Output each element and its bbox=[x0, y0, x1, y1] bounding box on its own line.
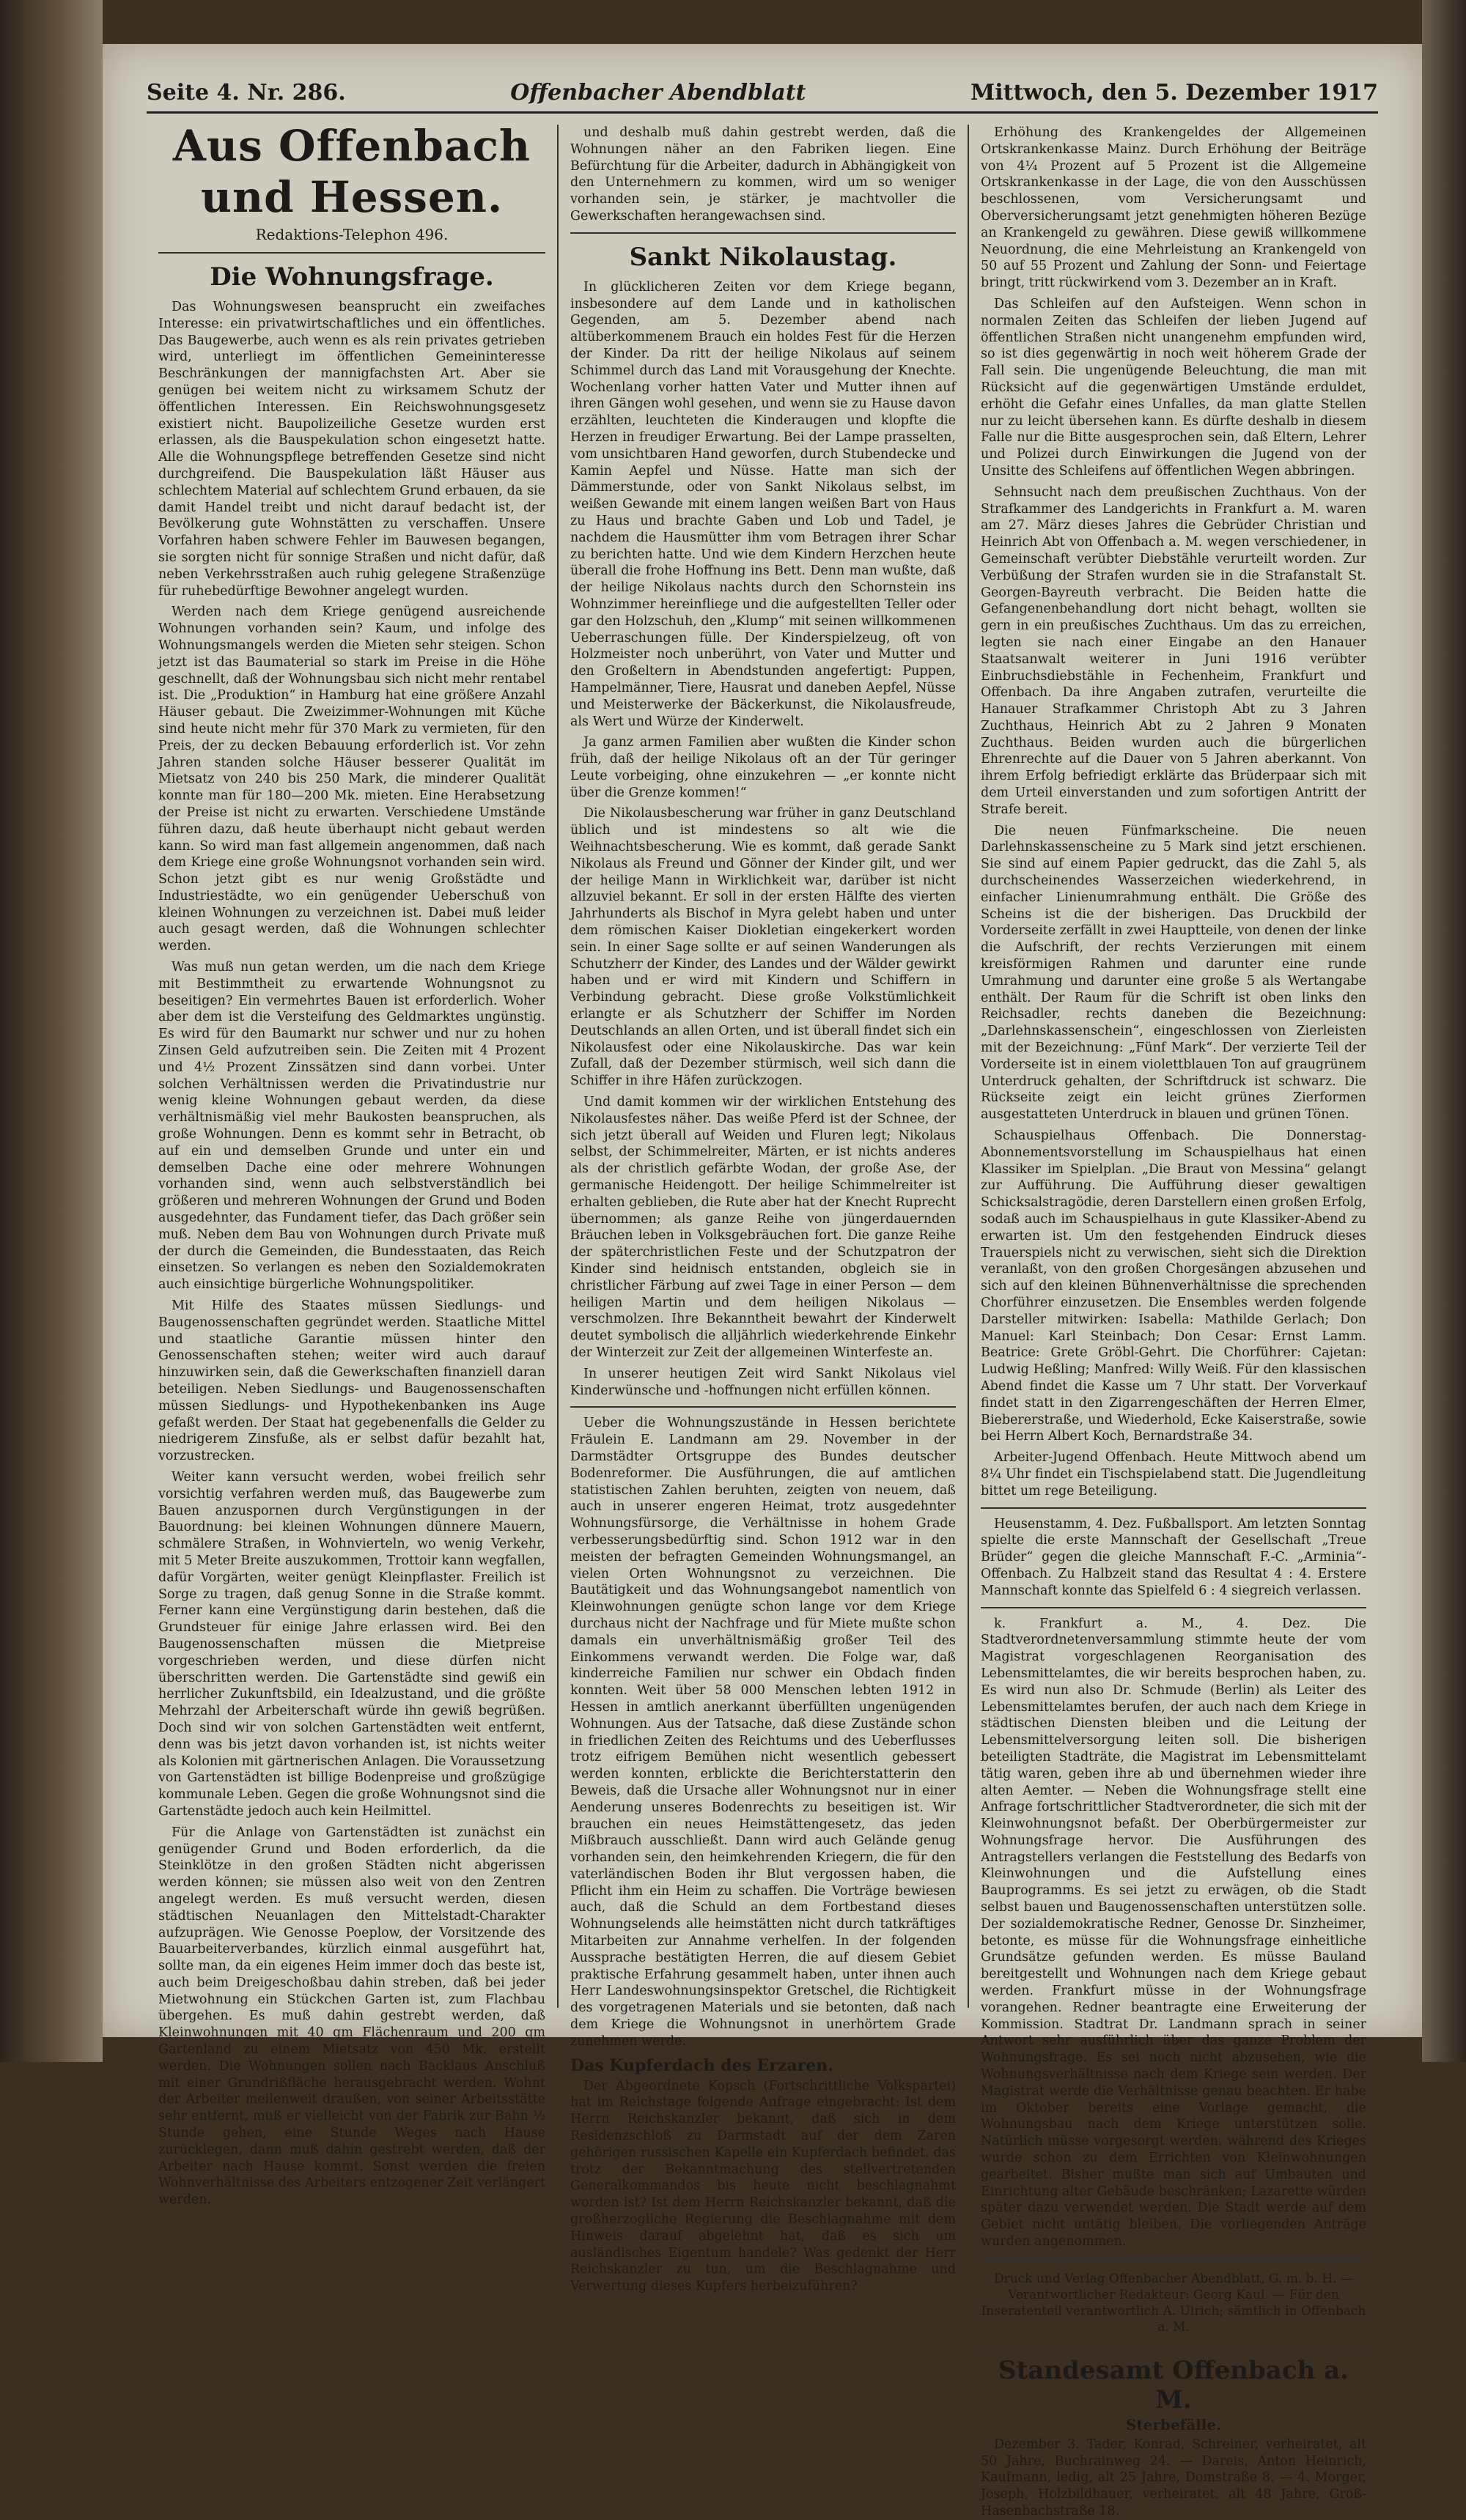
paragraph: Die neuen Fünfmarkscheine. Die neuen Darlehnskassenscheine zu 5 Mark sind jetzt erschienen. Sie sind auf einem Papier gedruckt, das die Zahl 5, als durchscheinendes Wasserzeichen wiederkehrend, in einfacher Linienumrahmung enthält. Die Größe des Scheins ist die der bisherigen. Das Druckbild der Vorderseite zerfällt in zwei Hauptteile, von denen der linke die Aufschrift, der rechts Verzierungen mit einem kreisförmigen Rahmen und darunter eine runde Umrahmung und darunter eine große 5 als Wertangabe enthält. Der Raum für die Schrift ist oben links den Reichsadler, rechts daneben die Bezeichnung: „Darlehnskassenschein“, eingeschlossen von Zierleisten mit der Bezeichnung: „Fünf Mark“. Der verzierte Teil der Vorderseite ist in einem violettblauen Ton auf graugrünem Unterdruck gehalten, der Schriftdruck ist schwarz. Die Rückseite zeigt ein leicht grünes Zierformen ausgestatteten Unterdruck in blauen und grünen Tönen. bbox=[981, 823, 1366, 1123]
page-edge bbox=[1422, 0, 1466, 2062]
paragraph: Weiter kann versucht werden, wobei freilich sehr vorsichtig verfahren werden muß, das Baugewerbe zum Bauen anzuspornen durch Vergünstigungen in der Bauordnung: bei kleinen Wohnungen dünnere Mauern, schmälere Straßen, in Wohnvierteln, wo wenig Verkehr, mit 5 Meter Breite auszukommen, Trottoir kann wegfallen, dafür Vorgärten, weiter genügt Kleinpflaster. Freilich ist Sorge zu tragen, daß genug Sonne in die Straße kommt. Ferner kann eine Vergünstigung darin bestehen, daß die Grundsteuer für einige Jahre erlassen wird. Bei den Baugenossenschaften müssen die Mietpreise vorgeschrieben werden, und diese dürfen nicht überschritten werden. Die Gartenstädte sind gewiß ein herrlicher Zukunftsbild, ein Idealzustand, und die größte Mehrzahl der Arbeiterschaft würde ihn gewiß begrüßen. Doch sind wir von solchen Gartenstädten weit entfernt, denn was bis jetzt davon vorhanden ist, ist nichts weiter als Kolonien mit gärtnerischen Anlagen. Die Voraussetzung von Gartenstädten ist billige Bodenpreise und großzügige kommunale Leben. Gegen die große Wohnungsnot sind die Gartenstädte jedoch auch kein Heilmittel. bbox=[158, 1469, 545, 1819]
paragraph: In unserer heutigen Zeit wird Sankt Nikolaus viel Kinderwünsche und -hoffnungen nicht erfüllen können. bbox=[570, 1366, 956, 1398]
headline-kupferdach: Das Kupferdach des Erzaren. bbox=[570, 2055, 833, 2075]
paragraph: Der Abgeordnete Kopsch (Fortschrittliche Volkspartei) hat im Reichstage folgende Anfrage eingebracht: Ist dem Herrn Reichskanzler bekannt, daß sich in dem Residenzschloß zu Darmstadt auf der dem Zaren gehörigen russischen Kapelle ein Kupferdach befindet, das trotz der Bekanntmachung des stellvertretenden Generalkommandos bis heute nicht beschlagnahmt worden ist? Ist dem Herrn Reichskanzler bekannt, daß die großherzogliche Regierung die Beschlagnahme mit dem Hinweis darauf abgelehnt hat, daß es sich um ausländisches Eigentum handele? Was gedenkt der Herr Reichskanzler zu tun, um die Beschlagnahme und Verwertung dieses Kupfers herbeizuführen? bbox=[570, 2078, 956, 2294]
issue-date: Mittwoch, den 5. Dezember 1917 bbox=[970, 79, 1378, 106]
paragraph: Was muß nun getan werden, um die nach dem Kriege mit Bestimmtheit zu erwartende Wohnungsnot zu beseitigen? Ein vermehrtes Bauen ist erforderlich. Woher aber dem ist die Versteifung des Geldmarktes ungünstig. Es wird für den Baumarkt nur schwer und nur zu hohen Zinsen Geld aufzutreiben sein. Die Zeiten mit 4 Prozent und 4½ Prozent Zinssätzen sind dann vorbei. Unter solchen Verhältnissen werden die Privatindustrie nur wenig kleine Wohnungen gebaut werden, da diese verhältnismäßig viel mehr Baukosten beanspruchen, als große Wohnungen. Denn es kommt sehr in Betracht, ob auf ein und demselben Grunde und unter ein und demselben Dache eine oder mehrere Wohnungen vorhanden sind, wenn auch selbstverständlich bei größeren und mehreren Wohnungen der Grund und Boden ausgedehnter, das Fundament tiefer, das Dach größer sein muß. Neben dem Bau von Wohnungen durch Private muß der durch die Gemeinden, die Bundesstaaten, das Reich einsetzen. So verlangen es neben den Sozialdemokraten auch einsichtige bürgerliche Wohnungspolitiker. bbox=[158, 960, 545, 1293]
headline-wohnungsfrage: Die Wohnungsfrage. bbox=[210, 262, 494, 292]
newspaper-page bbox=[103, 44, 1422, 2519]
paragraph: Werden nach dem Kriege genügend ausreichende Wohnungen vorhanden sein? Kaum, und infolge des Wohnungsmangels werden die Mieten sehr steigen. Schon jetzt ist das Baumaterial so stark im Preise in die Höhe geschnellt, daß der Wohnungsbau sich nicht mehr rentabel ist. Die „Produktion“ in Hamburg hat eine größere Anzahl Häuser gebaut. Die Zweizimmer-Wohnungen mit Küche sind heute nicht mehr für 370 Mark zu vermieten, für den Preis, der zu decken Bebauung erforderlich ist. Vor zehn Jahren standen solche Häuser besserer Qualität im Mietsatz von 240 bis 250 Mark, die minderer Qualität konnte man für 180—200 Mk. mieten. Eine Herabsetzung der Preise ist nicht zu erwarten. Verschiedene Umstände führen dazu, daß heute überhaupt nicht gebaut werden kann. So wird man fast allgemein angenommen, daß nach dem Kriege eine große Wohnungsnot vorhanden sein wird. Schon jetzt gibt es nur wenig Großstädte und Industriestädte, wo ein genügender Ueberschuß von kleinen Wohnungen zu verzeichnen ist. Dabei muß leider auch gesagt werden, daß die Wohnungen schlechter werden. bbox=[158, 605, 545, 954]
sterbefaelle-title: Sterbefälle. bbox=[1125, 2415, 1222, 2434]
paragraph: Das Wohnungswesen beansprucht ein zweifaches Interesse: ein privatwirtschaftliches und ein öffentliches. Das Baugewerbe, auch wenn es als rein privates getrieben wird, unterliegt im öffentlichen Gemeininteresse Beschränkungen der mannigfachsten Art. Aber sie genügen bei weitem nicht zu wirksamem Schutz der öffentlichen Interessen. Ein Reichswohnungsgesetz existiert nicht. Baupolizeiliche Gesetze wurden erst erlassen, als die Bauspekulation schon eingesetzt hatte. Alle die Wohnungspflege betreffenden Gesetze sind nicht durchgreifend. Die Bauspekulation läßt Häuser aus schlechtem Material auf schlechtem Grund erbauen, da sie damit Handel treibt und nicht darauf bedacht ist, der Bevölkerung gute Wohnstätten zu verschaffen. Unsere Vorfahren haben schwere Fehler im Bauwesen begangen, sie sorgten nicht für sonnige Straßen und nicht dafür, daß neben Verkehrsstraßen auch ruhig gelegene Straßenzüge für ruhebedürftige Bewohner angelegt wurden. bbox=[158, 300, 545, 599]
paragraph: Heusenstamm, 4. Dez. Fußballsport. Am letzten Sonntag spielte die erste Mannschaft der Gesellschaft „Treue Brüder“ gegen die gleiche Mannschaft F.-C. „Arminia“-Offenbach. Zu Halbzeit stand das Resultat 4 : 4. Erstere Mannschaft konnte das Spielfeld 6 : 4 siegreich verlassen. bbox=[981, 1516, 1366, 1598]
paragraph: In glücklicheren Zeiten vor dem Kriege begann, insbesondere auf dem Lande und in katholischen Gegenden, am 5. Dezember abend nach altüberkommenem Brauch ein holdes Fest für die Herzen der Kinder. Da ritt der heilige Nikolaus auf seinem Schimmel durch das Land mit Vorausgehung der Knechte. Wochenlang vorher hatten Vater und Mutter ihnen auf ihren Gängen wohl gesehen, und wenn sie zu Hause davon erzählten, leuchteten die Kinderaugen und klopfte die Herzen in freudiger Erwartung. Bei der Lampe prasselten, vom unsichtbaren Hand geworfen, durch Stubendecke und Kamin Aepfel und Nüsse. Hatte man sich der Dämmerstunde, oder von Sankt Nikolaus selbst, im weißen Gewande mit einem langen weißen Bart von Haus zu Haus und brachte Gaben und Lob und Tadel, je nachdem die Hausmütter ihm vom Betragen ihrer Schar zu berichten hatte. Und wie dem Kindern Herzchen heute überall die frohe Hoffnung ins Bett. Denn man wußte, daß der heilige Nikolaus nachts durch den Schornstein ins Wohnzimmer hereinfliege und die aufgestellten Teller oder gar den Holzschuh, den „Klump“ mit seinen willkommenen Ueberraschungen fülle. Der Kinderspielzeug, oft von Holzmeister noch unberührt, von Vater und Mutter und den Großeltern in Abendstunden angefertigt: Puppen, Hampelmänner, Tiere, Hausrat und daneben Aepfel, Nüsse und Meisterwerke der Bäckerkunst, die Nikolausfreude, als Wert und Würze der Kinderwelt. bbox=[570, 279, 956, 729]
standesamt-title: Standesamt Offenbach a. M. bbox=[998, 2355, 1349, 2414]
paragraph: Die Nikolausbescherung war früher in ganz Deutschland üblich und ist mindestens so alt wie die Weihnachtsbescherung. Wie es kommt, daß gerade Sankt Nikolaus als Freund und Gönner der Kinder gilt, und wer der heilige Mann in Wirklichkeit war, darüber ist nicht allzuviel bekannt. Er soll in der ersten Hälfte des vierten Jahrhunderts als Bischof in Myra gelebt haben und unter dem römischen Kaiser Diokletian eingekerkert worden sein. In einer Sage sollte er auf seinen Wanderungen als Schutzherr der Kinder, des Landes und der Wälder gewirkt haben und er wird mit Kindern und Schiffern in Verbindung gebracht. Diese große Volkstümlichkeit erlangte er als Schutzherr der Schiffer im Norden Deutschlands an allen Orten, und ist überall findet sich ein Nikolausfest oder eine Nikolauskirche. Das war kein Zufall, daß der Dezember stürmisch, weil sich dann die Schiffer in ihre Häfen zurückzogen. bbox=[570, 806, 956, 1089]
paragraph: Schauspielhaus Offenbach. Die Donnerstag-Abonnementsvorstellung im Schauspielhaus hat einen Klassiker im Spielplan. „Die Braut von Messina“ gelangt zur Aufführung. Die Aufführung dieser gewaltigen Schicksalstragödie, deren Darstellern einen großen Erfolg, sodaß auch im Schauspielhaus in gute Klassiker-Abend zu erwarten ist. Um den festgehenden Eindruck dieses Trauerspiels nicht zu verwischen, sieht sich die Direktion veranlaßt, von den großen Chorgesängen abzusehen und sich auf den kleinen Bühnenverhältnisse die sprechenden Chorführer einzusetzen. Die Ensembles werden folgende Darsteller mitwirken: Isabella: Mathilde Gerlach; Don Manuel: Karl Steinbach; Don Cesar: Ernst Lamm. Beatrice: Grete Gröbl-Gehrt. Die Chorführer: Cajetan: Ludwig Heßling; Manfred: Willy Weiß. Für den klassischen Abend findet die Kasse um 7 Uhr statt. Der Vorverkauf findet statt in den Zigarrengeschäften der Herren Elmer, Biebererstraße, und Wiederhold, Ecke Kaiserstraße, sowie bei Herrn Albert Koch, Bernardstraße 34. bbox=[981, 1128, 1366, 1444]
divider bbox=[981, 2259, 1366, 2262]
page-number: Seite 4. Nr. 286. bbox=[147, 79, 346, 106]
paragraph: Und damit kommen wir der wirklichen Entstehung des Nikolausfestes näher. Das weiße Pferd ist der Schnee, der sich jetzt überall auf Weiden und Fluren legt; Nikolaus selbst, der Schimmelreiter, Märten, er ist nichts anderes als der christlich gefärbte Wodan, der große Ase, der germanische Heidengott. Der heilige Schimmelreiter ist erhalten geblieben, die Rute aber hat der Knecht Ruprecht übernommen; als ganze Reihe von jüngerdauernden Bräuchen leben in Volksgebräuchen fort. Die ganze Reihe der späterchristlichen Feste und der Schutzpatron der Kinder sind heidnisch entstanden, obgleich sie in christlicher Färbung auf zwei Tage in einer Person — dem heiligen Martin und dem heiligen Nikolaus — verschmolzen. Ihre Bekanntheit bewahrt der Kinderwelt deutet symbolisch die alljährlich wiederkehrende Einkehr der Winterzeit zur Zeit der allgemeinen Winterfeste an. bbox=[570, 1095, 956, 1360]
paragraph: und deshalb muß dahin gestrebt werden, daß die Wohnungen näher an den Fabriken liegen. Eine Befürchtung für die Arbeiter, dadurch in Abhängigkeit von den Unternehmern zu kommen, wird um so weniger vorhanden sein, je stärker, je machtvoller die Gewerkschaften herangewachsen sind. bbox=[570, 125, 956, 223]
paragraph: Ja ganz armen Familien aber wußten die Kinder schon früh, daß der heilige Nikolaus oft an der Tür geringer Leute vorbeiging, ohne einzukehren — „er konnte nicht über die Grenze kommen!“ bbox=[570, 735, 956, 800]
divider bbox=[981, 1507, 1366, 1509]
column-2 bbox=[557, 125, 968, 2294]
article-columns bbox=[147, 121, 1378, 2519]
paragraph: Das Schleifen auf den Aufsteigen. Wenn schon in normalen Zeiten das Schleifen der lieben Jugend auf öffentlichen Straßen nicht unangenehm empfunden wird, so ist dies gegenwärtig in noch weit höherem Grade der Fall sein. Die ungenügende Beleuchtung, die man mit Rücksicht auf die gegenwärtigen Umstände erduldet, erhöht die Gefahr eines Unfalles, da man glatte Stellen nur zu leicht übersehen kann. Es dürfte deshalb in diesem Falle nur die Bitte ausgesprochen sein, daß Eltern, Lehrer und Polizei durch Einwirkungen die Jugend von der Unsitte des Schleifens auf öffentlichen Wegen abbringen. bbox=[981, 296, 1366, 478]
divider bbox=[981, 2344, 1366, 2347]
paragraph: Mit Hilfe des Staates müssen Siedlungs- und Baugenossenschaften gegründet werden. Staatliche Mittel und staatliche Garantie müssen hinter den Genossenschaften stehen; weiter wird auch darauf hinzuwirken sein, daß die Gewerkschaften finanziell daran beteiligen. Neben Siedlungs- und Baugenossenschaften müssen Siedlungs- und Hypothekenbanken ins Auge gefaßt werden. Der Staat hat gegebenenfalls die Gelder zu niedrigerem Zinsfuße, als er selbst dafür bezahlt hat, vorzustrecken. bbox=[158, 1298, 545, 1464]
divider bbox=[570, 232, 956, 234]
book-binding bbox=[0, 0, 103, 2062]
column-3 bbox=[968, 125, 1378, 2519]
newspaper-title: Offenbacher Abendblatt bbox=[510, 79, 806, 106]
imprint: Druck und Verlag Offenbacher Abendblatt, G. m. b. H. — Verantwortlicher Redakteur: Georg Kaul. — Für den Inseratenteil verantwortlich A. Ulrich; sämtlich in Offenbach a. M. bbox=[981, 2271, 1366, 2335]
paragraph: Sehnsucht nach dem preußischen Zuchthaus. Von der Strafkammer des Landgerichts in Frankfurt a. M. waren am 27. März dieses Jahres die Gebrüder Christian und Heinrich Abt von Offenbach a. M. wegen verschiedener, in Gemeinschaft verübter Diebstähle verurteilt worden. Zur Verbüßung der Strafen wurden sie in die Strafanstalt St. Georgen-Bayreuth verbracht. Die Beiden hatte die Gefangenenbehandlung dort nicht behagt, wollten sie gern in ein preußisches Zuchthaus. Um das zu erreichen, legten sie nach einer Eingabe an den Hanauer Staatsanwalt weiterer in Juni 1916 verübter Einbruchsdiebstähle in Fechenheim, Frankfurt und Offenbach. Da ihre Angaben zutrafen, verurteilte die Hanauer Strafkammer Christoph Abt zu 3 Jahren Zuchthaus, Heinrich Abt zu 2 Jahren 9 Monaten Zuchthaus. Beiden wurden auch die bürgerlichen Ehrenrechte auf die Dauer von 5 Jahren aberkannt. Von ihrem Erfolg befriedigt erklärte das Brüderpaar sich mit dem Urteil einverstanden und zum sofortigen Antritt der Strafe bereit. bbox=[981, 484, 1366, 817]
paragraph: Arbeiter-Jugend Offenbach. Heute Mittwoch abend um 8¼ Uhr findet ein Tischspielabend statt. Die Jugendleitung bittet um rege Beteiligung. bbox=[981, 1450, 1366, 1499]
divider bbox=[981, 1607, 1366, 1608]
paragraph: Für die Anlage von Gartenstädten ist zunächst ein genügender Grund und Boden erforderlich, da die Steinklötze in den großen Städten nicht abgerissen werden können; sie müssen also weit von den Zentren angelegt werden. Es muß versucht werden, diesen städtischen Neuanlagen den Mittelstadt-Charakter aufzuprägen. Wie Genosse Poeplow, der Vorsitzende des Bauarbeiterverbandes, kürzlich einmal ausgeführt hat, sollte man, da ein eigenes Heim immer doch das beste ist, auch beim Dreigeschoßbau dahin streben, daß bei jeder Mietwohnung ein Stückchen Garten ist, zum Flachbau übergehen. Es muß dahin gestrebt werden, daß Kleinwohnungen mit 40 qm Flächenraum und 200 qm Gartenland zu einem Mietsatz von 450 Mk. erstellt werden. Die Wohnungen sollen nach Backlaus Anschluß mit einer Grundrißfläche herausgebracht werden. Wohnt der Arbeiter meilenweit draußen, von seiner Arbeitsstätte sehr entfernt, muß er vielleicht von der Fabrik zur Bahn ½ Stunde gehen, eine Stunde Weges nach Hause zurücklegen, dann muß dahin gestrebt werden, daß der Arbeiter nach Hause kommt. Sonst werden die freien Wohnverhältnisse des Arbeiters entzogener Zeit verlängert werden. bbox=[158, 1825, 545, 2208]
divider bbox=[158, 252, 545, 254]
paragraph: Ueber die Wohnungszustände in Hessen berichtete Fräulein E. Landmann am 29. November in der Darmstädter Ortsgruppe des Bundes deutscher Bodenreformer. Die Ausführungen, die auf amtlichen statistischen Zahlen beruhten, zeigten von neuem, daß auch in unserer engeren Heimat, trotz ausgedehnter Wohnungsfürsorge, die Verhältnisse in hohem Grade verbesserungsbedürftig sind. Schon 1912 war in den meisten der befragten Gemeinden Wohnungsmangel, an vielen Orten Wohnungsnot zu verzeichnen. Die Bautätigkeit und das Wohnungsangebot namentlich von Kleinwohnungen genügte schon lange vor dem Kriege durchaus nicht der Nachfrage und für Miete mußte schon damals ein unverhältnismäßig großer Teil des Einkommens verwandt werden. Die Folge war, daß kinderreiche Familien nur schwer ein Obdach finden konnten. Weit über 58 000 Menschen lebten 1912 in Hessen in amtlich anerkannt überfüllten ungenügenden Wohnungen. Aus der Tatsache, daß diese Zustände schon in friedlichen Zeiten des Reichtums und des Ueberflusses trotz eifrigem Bemühen nicht wesentlich gebessert werden konnten, erblickte die Berichterstatterin den Beweis, daß die Ursache aller Wohnungsnot nur in einer Aenderung unseres Bodenrechts zu beseitigen ist. Wir brauchen ein neues Heimstättengesetz, das jeden Mißbrauch ausschließt. Dann wird auch Gelände genug vorhanden sein, den heimkehrenden Kriegern, die für den vaterländischen Boden ihr Blut vergossen haben, die Pflicht ihm ein Heim zu schaffen. Die Vorträge bewiesen auch, daß die Schuld an dem Fortbestand dieses Wohnungselends alle heimstätten nicht durch tatkräftiges Mitarbeiten zur Annahme verhelfen. In der folgenden Aussprache bestätigten Herren, die auf diesem Gebiet praktische Erfahrung gesammelt haben, unter ihnen auch Herr Landeswohnungsinspektor Gretschel, die Richtigkeit des vorgetragenen Materials und sie betonten, daß nach dem Kriege die Wohnungsnot in unerhörtem Grade zunehmen werde. bbox=[570, 1416, 956, 2049]
running-header bbox=[147, 73, 1378, 114]
sterbefaelle-list: Dezember 3. Tader, Konrad, Schreiner, verheiratet, alt 50 Jahre, Buchrainweg 24. — Dareis, Anton Heinrich, Kaufmann, ledig, alt 25 Jahre, Domstraße 8. — 4. Morger, Joseph, Holzbildhauer, verheiratet, alt 48 Jahre, Groß-Hasenbachstraße 18. bbox=[981, 2436, 1366, 2519]
divider bbox=[570, 1406, 956, 1408]
column-1 bbox=[147, 121, 557, 2208]
paragraph: k. Frankfurt a. M., 4. Dez. Die Stadtverordnetenversammlung stimmte heute der vom Magistrat vorgeschlagenen Reorganisation des Lebensmittelamtes, die wir bereits besprochen haben, zu. Es wird nun also Dr. Schmude (Berlin) als Leiter des Lebensmittelamtes berufen, der auch nach dem Kriege in städtischen Diensten bleiben und die Leitung der Lebensmittelversorgung leiten soll. Die bisherigen beteiligten Stadträte, die Magistrat im Lebensmittelamt tätig waren, geben ihre ab und übernehmen wieder ihre alten Aemter. — Neben die Wohnungsfrage stellt eine Anfrage fortschrittlicher Stadtverordneter, die sich mit der Kleinwohnungsnot befaßt. Der Oberbürgermeister zur Wohnungsfrage hervor. Die Ausführungen des Antragstellers verlangen die Feststellung des Bedarfs von Kleinwohnungen und die Aufstellung eines Bauprogramms. Es sei jetzt zu erwägen, ob die Stadt selbst bauen und Baugenossenschaften unterstützen solle. Der sozialdemokratische Redner, Genosse Dr. Sinzheimer, betonte, es müsse für die Wohnungsfrage einheitliche Grundsätze gefunden werden. Es müsse Bauland bereitgestellt und Wohnungen nach dem Kriege gebaut werden. Frankfurt müsse in der Wohnungsfrage vorangehen. Redner beantragte eine Erweiterung der Kommission. Stadtrat Dr. Landmann sprach in seiner Antwort sehr ausführlich über das ganze Problem der Wohnungsfrage. Es sei noch nicht abzusehen, wie die Wohnungsverhältnisse nach dem Kriege sein werden. Der Magistrat werde die Verhältnisse genau beachten. Er habe im Oktober bereits eine Vorlage gemacht, die Wohnungsbau nach dem Kriege unterstützen solle. Natürlich müsse vorgesorgt werden, während des Krieges wurde schon zu dem Errichten von Kleinwohnungen gearbeitet. Bisher mußte man sich auf Umbauten und Einrichtung alter Gebäude beschränken; Lazarette würden später dazu verwendet werden. Die Stadt werde auf dem Gebiet nicht untätig bleiben. Die vorliegenden Anträge wurden angenommen. bbox=[981, 1616, 1366, 2250]
paragraph: Erhöhung des Krankengeldes der Allgemeinen Ortskrankenkasse Mainz. Durch Erhöhung der Beiträge von 4¼ Prozent auf 5 Prozent ist die Allgemeine Ortskrankenkasse in der Lage, die von den Ausschüssen beschlossenen, vom Versicherungsamt und Oberversicherungsamt jetzt genehmigten höheren Bezüge an Krankengeld zu gewähren. Diese gewiß willkommene Neuordnung, die eine Mehrleistung an Krankengeld von 50 auf 55 Prozent und Zahlung der Sonn- und Feiertage bringt, tritt rückwirkend vom 3. Dezember an in Kraft. bbox=[981, 125, 1366, 291]
redaction-phone: Redaktions-Telephon 496. bbox=[255, 226, 449, 243]
headline-nikolaustag: Sankt Nikolaustag. bbox=[629, 242, 897, 272]
section-title: Aus Offenbach und Hessen. bbox=[172, 121, 531, 222]
